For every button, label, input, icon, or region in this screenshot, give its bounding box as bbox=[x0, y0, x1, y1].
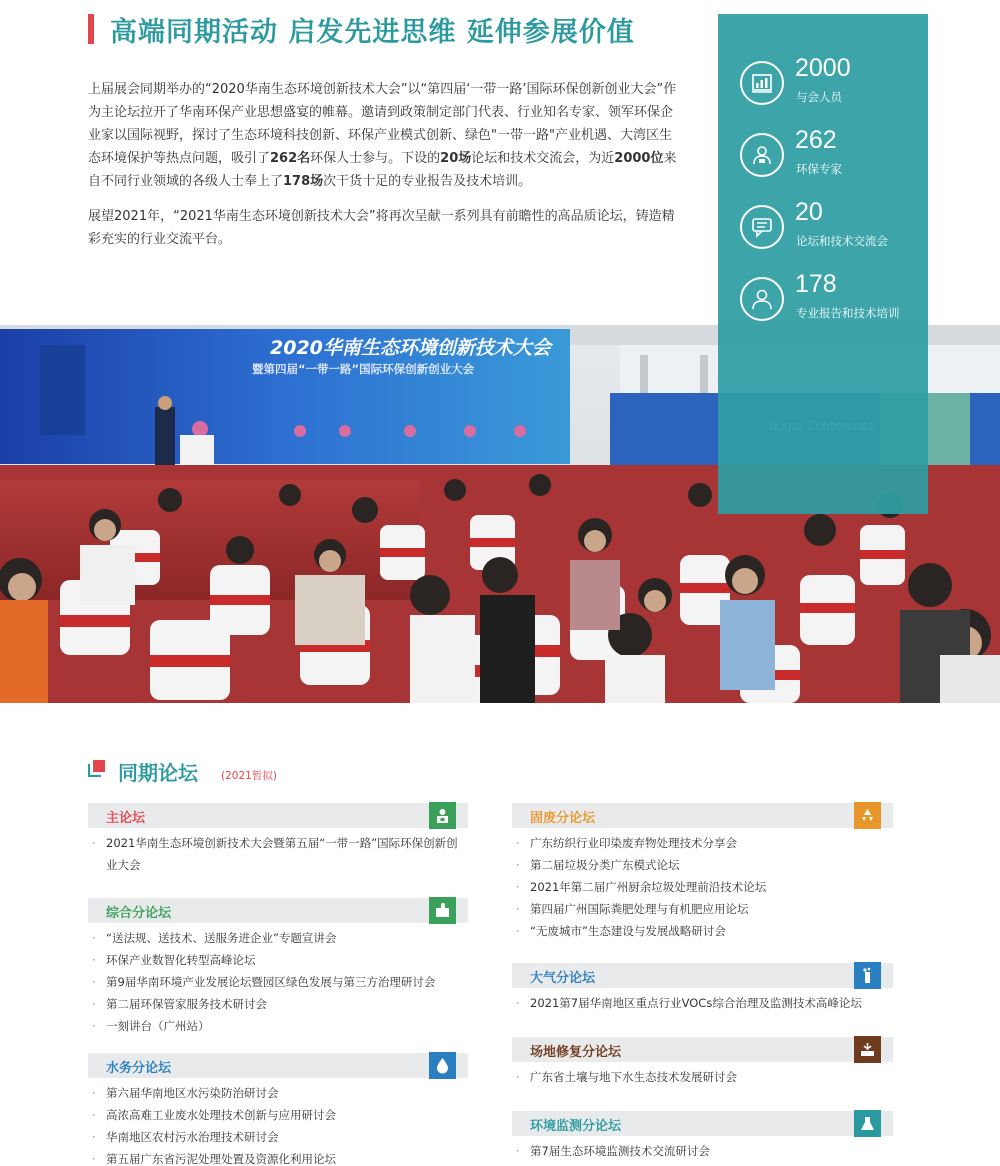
list-item: · 广东省土壤与地下水生态技术发展研讨会 bbox=[512, 1066, 893, 1088]
stat-value: 262 bbox=[795, 126, 837, 154]
forum-group-title: 固废分论坛 bbox=[530, 811, 596, 826]
intro-paragraph-2: 展望2021年，“2021华南生态环境创新技术大会”将再次呈献一系列具有前瞻性的高品质论坛，铸造精彩充实的行业交流平台。 bbox=[88, 209, 675, 247]
expert-icon bbox=[740, 133, 784, 177]
forum-group-title: 主论坛 bbox=[106, 811, 146, 826]
stat-value: 178 bbox=[795, 270, 837, 298]
forum-group-main bbox=[88, 803, 468, 898]
stat-experts bbox=[718, 126, 928, 186]
stat-attendees bbox=[718, 54, 928, 114]
stats-panel bbox=[718, 14, 928, 514]
forum-group-header bbox=[512, 1037, 893, 1062]
forums-subtitle: (2021暂拟) bbox=[221, 770, 277, 782]
forum-list bbox=[512, 1062, 893, 1111]
page-title: 高端同期活动 启发先进思维 延伸参展价值 bbox=[110, 17, 635, 48]
list-item: · 第六届华南地区水污染防治研讨会 bbox=[88, 1082, 468, 1104]
forum-group-title: 场地修复分论坛 bbox=[530, 1045, 622, 1060]
stat-value: 2000 bbox=[795, 54, 851, 82]
forum-group-header bbox=[88, 803, 468, 828]
list-item: · 2021年第二届广州厨余垃圾处理前沿技术论坛 bbox=[512, 876, 893, 898]
forum-group-title: 大气分论坛 bbox=[530, 971, 596, 986]
forum-list bbox=[512, 1136, 893, 1162]
stat-label: 环保专家 bbox=[796, 162, 842, 176]
stat-label: 专业报告和技术培训 bbox=[796, 306, 900, 320]
forums-right-column bbox=[512, 803, 893, 1162]
intro-text bbox=[88, 78, 678, 263]
soil-icon bbox=[854, 1036, 881, 1063]
forum-list bbox=[88, 923, 468, 1053]
stat-reports bbox=[718, 270, 928, 330]
forum-group-water bbox=[88, 1053, 468, 1166]
list-item: · 2021第7届华南地区重点行业VOCs综合治理及监测技术高峰论坛 bbox=[512, 992, 893, 1014]
stat-label: 与会人员 bbox=[796, 90, 842, 104]
flask-icon bbox=[854, 1110, 881, 1137]
list-item: · 第9届华南环境产业发展论坛暨园区绿色发展与第三方治理研讨会 bbox=[88, 971, 468, 993]
forum-group-monitoring bbox=[512, 1111, 893, 1162]
list-item: · 第7届生态环境监测技术交流研讨会 bbox=[512, 1140, 893, 1162]
forum-list bbox=[512, 988, 893, 1037]
chat-icon bbox=[740, 205, 784, 249]
forums-left-column bbox=[88, 803, 468, 1166]
forums-title: 同期论坛 bbox=[118, 761, 198, 785]
list-item: · “无废城市”生态建设与发展战略研讨会 bbox=[512, 920, 893, 942]
forum-list bbox=[512, 828, 893, 963]
stat-forums bbox=[718, 198, 928, 258]
list-item: · 2021华南生态环境创新技术大会暨第五届“一带一路”国际环保创新创业大会 bbox=[88, 832, 468, 876]
list-item: · 广东纺织行业印染废弃物处理技术分享会 bbox=[512, 832, 893, 854]
list-item: · 第五届广东省污泥处理处置及资源化利用论坛 bbox=[88, 1148, 468, 1166]
list-item: · 环保产业数智化转型高峰论坛 bbox=[88, 949, 468, 971]
forum-list bbox=[88, 1078, 468, 1166]
forum-group-header bbox=[512, 1111, 893, 1136]
list-item: · 华南地区农村污水治理技术研讨会 bbox=[88, 1126, 468, 1148]
square-bracket-icon bbox=[88, 759, 106, 777]
forum-group-header bbox=[512, 803, 893, 828]
forum-group-general bbox=[88, 898, 468, 1053]
list-item: · 一刻讲台（广州站） bbox=[88, 1015, 468, 1037]
puzzle-icon bbox=[429, 897, 456, 924]
list-item: · 第二届垃圾分类广东模式论坛 bbox=[512, 854, 893, 876]
title-accent-bar bbox=[88, 14, 94, 44]
chart-icon bbox=[740, 61, 784, 105]
forum-list bbox=[88, 828, 468, 898]
forum-group-header bbox=[88, 1053, 468, 1078]
forum-group-title: 综合分论坛 bbox=[106, 906, 172, 921]
chimney-icon bbox=[854, 962, 881, 989]
recycle-icon bbox=[854, 802, 881, 829]
forum-group-header bbox=[88, 898, 468, 923]
forum-group-site-remediation bbox=[512, 1037, 893, 1111]
forum-group-title: 水务分论坛 bbox=[106, 1061, 172, 1076]
list-item: · 第二届环保管家服务技术研讨会 bbox=[88, 993, 468, 1015]
list-item: · 高浓高难工业废水处理技术创新与应用研讨会 bbox=[88, 1104, 468, 1126]
stat-value: 20 bbox=[795, 198, 823, 226]
list-item: · “送法规、送技术、送服务进企业”专题宣讲会 bbox=[88, 927, 468, 949]
forum-group-air bbox=[512, 963, 893, 1037]
stage-screen-subtitle: 暨第四届“一带一路”国际环保创新创业大会 bbox=[252, 362, 475, 376]
forum-group-solid-waste bbox=[512, 803, 893, 963]
forum-group-header bbox=[512, 963, 893, 988]
intro-paragraph-1: 上届展会同期举办的“2020华南生态环境创新技术大会”以“第四届‘一带一路’国际环保创新创业大会”作为主论坛拉开了华南环保产业思想盛宴的帷幕。邀请到政策制定部门代表、行业知名专家、领军环保企业家以国际视野，探讨了生态环境科技创新、环保产业模式创新、绿色"一带一路"产业机遇、大湾区生态环境保护等热点问题，吸引了262名环保人士参与。下设的20场论坛和技术交流会，为近2000位来自不同行业领域的各级人士奉上了178场次干货十足的专业报告及技术培训。 bbox=[88, 82, 677, 189]
podium-icon bbox=[429, 802, 456, 829]
water-drop-icon bbox=[429, 1052, 456, 1079]
list-item: · 第四届广州国际粪肥处理与有机肥应用论坛 bbox=[512, 898, 893, 920]
person-icon bbox=[740, 277, 784, 321]
stat-label: 论坛和技术交流会 bbox=[796, 234, 888, 248]
stage-screen-title: 2020华南生态环境创新技术大会 bbox=[270, 337, 551, 359]
forum-group-title: 环境监测分论坛 bbox=[530, 1119, 622, 1134]
